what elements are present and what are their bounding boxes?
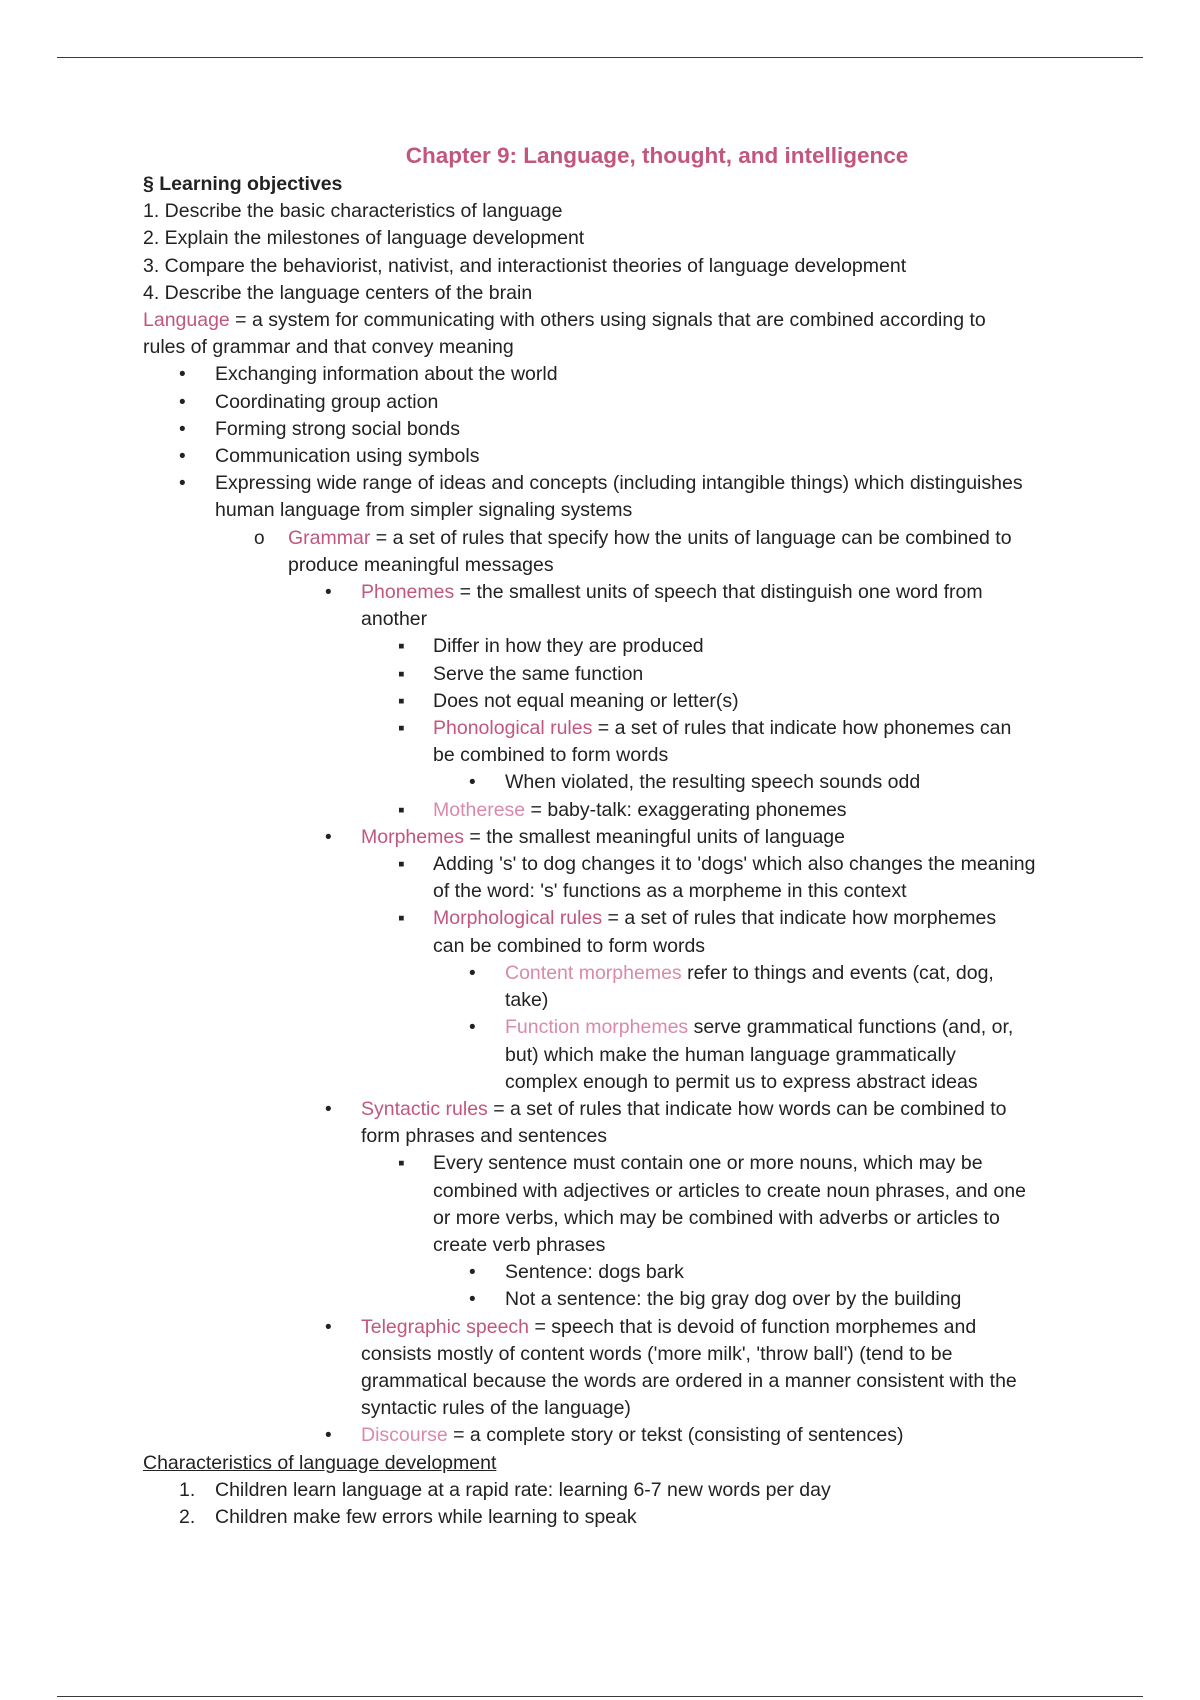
term-phonemes: Phonemes xyxy=(361,581,455,604)
bullet-disc: • xyxy=(179,364,186,386)
phonemes-item: • Phonemes = the smallest units of speech that distinguish one word from another xyxy=(325,581,983,631)
characteristics-heading: Characteristics of language development xyxy=(143,1451,497,1474)
bullet-disc: • xyxy=(179,391,186,413)
list-item: • Sentence: dogs bark xyxy=(143,1259,1143,1286)
term-syntactic-rules: Syntactic rules xyxy=(361,1097,488,1120)
list-item: ▪ Every sentence must contain one or more nouns, which may be combined with adjectives or articles to create noun phrases, and one or more verbs, which may be combined with adverbs or articles to create verb phrases xyxy=(398,1152,1026,1256)
term-morphological-rules: Morphological rules xyxy=(433,907,603,930)
function-morphemes-item: • Function morphemes serve grammatical functions (and, or, but) which make the human language grammatically complex enough to permit us to express abstract ideas xyxy=(469,1016,1014,1093)
bullet-disc: • xyxy=(179,418,186,440)
list-item: ▪ Does not equal meaning or letter(s) xyxy=(143,688,1143,715)
bullet-disc: • xyxy=(325,1425,332,1447)
syntactic-rules-item: • Syntactic rules = a set of rules that indicate how words can be combined to form phrases and sentences xyxy=(325,1097,1007,1148)
objective-item: 4. Describe the language centers of the brain xyxy=(143,281,533,304)
phonological-rules-item: ▪ Phonological rules = a set of rules that indicate how phonemes can be combined to form words xyxy=(398,717,1012,767)
term-function-morphemes: Function morphemes xyxy=(505,1016,689,1039)
footer-rule xyxy=(57,1696,1143,1697)
term-phonological-rules: Phonological rules xyxy=(433,717,593,740)
header-rule xyxy=(57,57,1143,58)
term-morphemes: Morphemes xyxy=(361,825,464,848)
objective-item: 1. Describe the basic characteristics of language xyxy=(143,200,563,223)
language-definition: Language = a system for communicating with others using signals that are combined according to xyxy=(143,309,986,332)
bullet-square: ▪ xyxy=(398,636,405,658)
list-item: • When violated, the resulting speech sounds odd xyxy=(143,769,1143,796)
morphemes-item: • Morphemes = the smallest meaningful units of language xyxy=(143,824,1143,851)
item-number: 2. xyxy=(179,1505,196,1528)
bullet-disc: • xyxy=(469,772,476,794)
list-item: ▪ Adding 's' to dog changes it to 'dogs' which also changes the meaning of the word: 's' functions as a morpheme in this context xyxy=(398,853,1036,903)
bullet-square: ▪ xyxy=(398,908,405,930)
motherese-item: ▪ Motherese = baby-talk: exaggerating phonemes xyxy=(143,797,1143,824)
list-item: ▪ Serve the same function xyxy=(143,661,1143,688)
list-item: • Communication using symbols xyxy=(143,443,1143,470)
bullet-disc: • xyxy=(469,1262,476,1284)
term-language: Language xyxy=(143,309,230,332)
bullet-disc: • xyxy=(179,446,186,468)
item-number: 1. xyxy=(179,1478,196,1501)
document-page xyxy=(143,141,1143,1531)
term-content-morphemes: Content morphemes xyxy=(505,961,682,984)
objectives-heading: § Learning objectives xyxy=(143,173,343,195)
bullet-disc: • xyxy=(325,826,332,848)
language-definition-cont: rules of grammar and that convey meaning xyxy=(143,336,514,359)
numbered-item: 1. Children learn language at a rapid rate: learning 6-7 new words per day xyxy=(143,1477,1143,1504)
bullet-disc: • xyxy=(325,582,332,604)
list-item: • Not a sentence: the big gray dog over by the building xyxy=(143,1286,1143,1313)
bullet-disc: • xyxy=(325,1316,332,1338)
content-morphemes-item: • Content morphemes refer to things and events (cat, dog, take) xyxy=(469,961,994,1012)
bullet-disc: • xyxy=(469,1289,476,1311)
list-item: • Coordinating group action xyxy=(143,389,1143,416)
list-item: ▪ Differ in how they are produced xyxy=(143,633,1143,660)
bullet-disc: • xyxy=(325,1098,332,1120)
objective-item: 3. Compare the behaviorist, nativist, and interactionist theories of language development xyxy=(143,254,907,277)
bullet-disc: • xyxy=(179,473,186,495)
page-title: Chapter 9: Language, thought, and intelligence xyxy=(405,143,909,168)
bullet-square: ▪ xyxy=(398,854,405,876)
discourse-item: • Discourse = a complete story or tekst (consisting of sentences) xyxy=(143,1422,1143,1449)
term-grammar: Grammar xyxy=(288,526,371,549)
list-item: • Forming strong social bonds xyxy=(143,416,1143,443)
bullet-circle: o xyxy=(254,527,265,549)
telegraphic-speech-item: • Telegraphic speech = speech that is devoid of function morphemes and consists mostly of content words ('more milk', 'throw ball') (tend to be grammatical because the words are ordered in a manner consistent with the syntactic rules of the language) xyxy=(325,1315,1017,1420)
list-item: • Exchanging information about the world xyxy=(143,361,1143,388)
bullet-square: ▪ xyxy=(398,690,405,712)
term-telegraphic-speech: Telegraphic speech xyxy=(361,1315,530,1338)
term-discourse: Discourse xyxy=(361,1424,448,1447)
bullet-disc: • xyxy=(469,962,476,984)
morphological-rules-item: ▪ Morphological rules = a set of rules that indicate how morphemes can be combined to form words xyxy=(398,907,997,957)
bullet-square: ▪ xyxy=(398,663,405,685)
bullet-square: ▪ xyxy=(398,1153,405,1175)
grammar-item: o Grammar = a set of rules that specify how the units of language can be combined to produce meaningful messages xyxy=(254,526,1012,576)
list-item: • Expressing wide range of ideas and concepts (including intangible things) which distinguishes human language from simpler signaling systems xyxy=(179,472,1023,522)
bullet-square: ▪ xyxy=(398,799,405,821)
objective-item: 2. Explain the milestones of language development xyxy=(143,227,585,250)
numbered-item: 2. Children make few errors while learning to speak xyxy=(143,1504,1143,1531)
term-motherese: Motherese xyxy=(433,798,526,821)
bullet-disc: • xyxy=(469,1017,476,1039)
bullet-square: ▪ xyxy=(398,718,405,740)
